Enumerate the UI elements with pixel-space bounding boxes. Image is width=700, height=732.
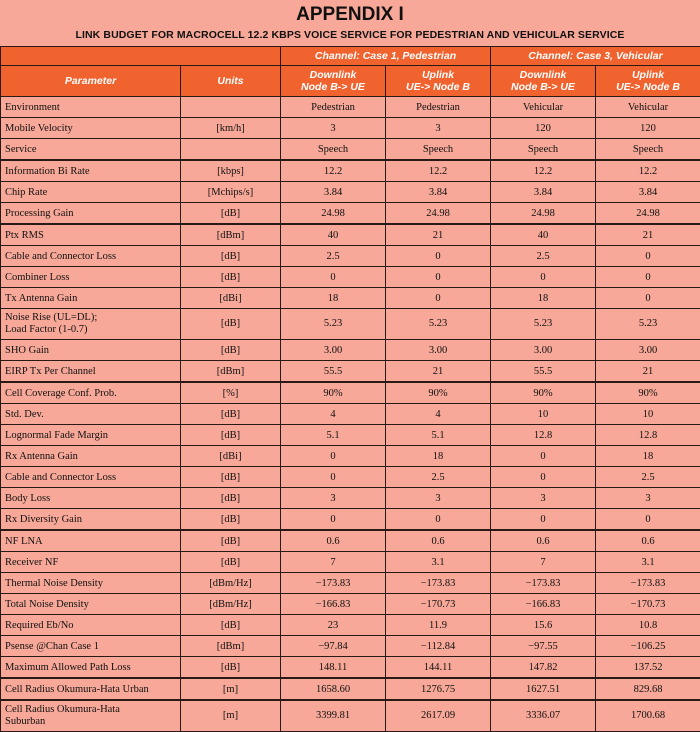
units-cell: [%] xyxy=(181,382,281,404)
units-cell: [dBi] xyxy=(181,446,281,467)
table-row xyxy=(1,139,700,161)
value-cell: 23 xyxy=(281,615,386,636)
parameter-label: Total Noise Density xyxy=(5,599,89,610)
header-line: Node B-> UE xyxy=(301,81,365,93)
value-cell: 3 xyxy=(281,118,386,139)
value-cell: 3.84 xyxy=(386,182,491,203)
value-cell: 3.84 xyxy=(596,182,700,203)
units-cell: [kbps] xyxy=(181,160,281,182)
value-cell: 2.5 xyxy=(281,246,386,267)
parameter-cell xyxy=(1,118,181,139)
parameter-label: SHO Gain xyxy=(5,345,49,356)
value-cell: 3 xyxy=(491,488,596,509)
value-cell: 1276.75 xyxy=(386,678,491,700)
table-row xyxy=(1,246,700,267)
units-cell: [dBm] xyxy=(181,224,281,246)
value-cell: 829.68 xyxy=(596,678,700,700)
table-row xyxy=(1,615,700,636)
parameter-cell xyxy=(1,636,181,657)
value-cell: 3.1 xyxy=(596,552,700,573)
units-cell: [m] xyxy=(181,678,281,700)
value-cell: 4 xyxy=(281,404,386,425)
value-cell: −166.83 xyxy=(491,594,596,615)
value-cell: 0 xyxy=(491,467,596,488)
column-header-units: Units xyxy=(181,66,281,97)
table-row xyxy=(1,425,700,446)
value-cell: Vehicular xyxy=(596,97,700,118)
parameter-label: Cable and Connector Loss xyxy=(5,472,116,483)
table-row xyxy=(1,594,700,615)
units-cell: [dB] xyxy=(181,509,281,531)
parameter-label: Cell Radius Okumura-Hata xyxy=(5,704,120,715)
value-cell: −173.83 xyxy=(386,573,491,594)
table-row xyxy=(1,530,700,552)
value-cell: 10.8 xyxy=(596,615,700,636)
value-cell: 24.98 xyxy=(491,203,596,225)
value-cell: 3336.07 xyxy=(491,700,596,732)
parameter-label: Receiver NF xyxy=(5,557,58,568)
value-cell: −97.55 xyxy=(491,636,596,657)
group-header-vehicular: Channel: Case 3, Vehicular xyxy=(491,47,700,66)
page-subtitle: LINK BUDGET FOR MACROCELL 12.2 KBPS VOICE SERVICE FOR PEDESTRIAN AND VEHICULAR SERVICE xyxy=(0,27,700,43)
header-line: UE-> Node B xyxy=(406,81,470,93)
value-cell: 120 xyxy=(491,118,596,139)
value-cell: 12.8 xyxy=(491,425,596,446)
column-header-case3-uplink xyxy=(596,66,700,97)
value-cell: 90% xyxy=(491,382,596,404)
parameter-cell xyxy=(1,246,181,267)
units-cell: [dB] xyxy=(181,530,281,552)
parameter-cell xyxy=(1,657,181,679)
parameter-label: Environment xyxy=(5,102,60,113)
table-row xyxy=(1,404,700,425)
value-cell: 0 xyxy=(281,267,386,288)
value-cell: 3.84 xyxy=(491,182,596,203)
table-row xyxy=(1,509,700,531)
table-row xyxy=(1,340,700,361)
units-cell: [dB] xyxy=(181,552,281,573)
parameter-label: Cable and Connector Loss xyxy=(5,251,116,262)
parameter-label: Cell Radius Okumura-Hata Urban xyxy=(5,684,149,695)
parameter-cell xyxy=(1,678,181,700)
table-row xyxy=(1,467,700,488)
parameter-cell xyxy=(1,700,181,732)
parameter-label: Noise Rise (UL=DL); xyxy=(5,312,97,323)
table-body xyxy=(1,97,700,732)
units-cell: [dB] xyxy=(181,615,281,636)
parameter-label: Std. Dev. xyxy=(5,409,44,420)
value-cell: 0 xyxy=(491,446,596,467)
parameter-label: Required Eb/No xyxy=(5,620,74,631)
value-cell: 18 xyxy=(596,446,700,467)
table-row xyxy=(1,488,700,509)
value-cell: 7 xyxy=(281,552,386,573)
parameter-cell xyxy=(1,97,181,118)
header-line: Node B-> UE xyxy=(511,81,575,93)
value-cell: 0 xyxy=(281,467,386,488)
value-cell: 2.5 xyxy=(386,467,491,488)
value-cell: 10 xyxy=(491,404,596,425)
value-cell: 3.00 xyxy=(596,340,700,361)
value-cell: −170.73 xyxy=(386,594,491,615)
value-cell: 5.23 xyxy=(281,309,386,340)
parameter-cell xyxy=(1,267,181,288)
value-cell: 21 xyxy=(386,224,491,246)
value-cell: 0 xyxy=(386,246,491,267)
value-cell: 3.00 xyxy=(386,340,491,361)
value-cell: 21 xyxy=(386,361,491,383)
parameter-label: Body Loss xyxy=(5,493,50,504)
parameter-cell xyxy=(1,467,181,488)
value-cell: 0 xyxy=(596,267,700,288)
value-cell: 0 xyxy=(386,288,491,309)
value-cell: −173.83 xyxy=(491,573,596,594)
units-cell: [dB] xyxy=(181,657,281,679)
value-cell: 5.1 xyxy=(386,425,491,446)
header-line: UE-> Node B xyxy=(616,81,680,93)
table-row xyxy=(1,224,700,246)
value-cell: 0 xyxy=(596,246,700,267)
value-cell: 0.6 xyxy=(491,530,596,552)
value-cell: 15.6 xyxy=(491,615,596,636)
value-cell: 0 xyxy=(281,509,386,531)
units-cell: [dB] xyxy=(181,267,281,288)
units-cell: [dB] xyxy=(181,467,281,488)
value-cell: Speech xyxy=(386,139,491,161)
parameter-cell xyxy=(1,182,181,203)
parameter-cell xyxy=(1,203,181,225)
parameter-cell xyxy=(1,361,181,383)
value-cell: 1658.60 xyxy=(281,678,386,700)
table-row xyxy=(1,573,700,594)
value-cell: 0.6 xyxy=(386,530,491,552)
parameter-label: Rx Diversity Gain xyxy=(5,514,82,525)
parameter-cell xyxy=(1,594,181,615)
value-cell: 18 xyxy=(386,446,491,467)
parameter-cell xyxy=(1,139,181,161)
parameter-cell xyxy=(1,224,181,246)
header-line: Uplink xyxy=(632,69,664,81)
units-cell xyxy=(181,97,281,118)
value-cell: Pedestrian xyxy=(386,97,491,118)
parameter-label: Processing Gain xyxy=(5,208,74,219)
value-cell: 0 xyxy=(491,509,596,531)
value-cell: 12.2 xyxy=(596,160,700,182)
parameter-cell xyxy=(1,425,181,446)
header-blank xyxy=(1,47,281,66)
value-cell: 3399.81 xyxy=(281,700,386,732)
value-cell: 2.5 xyxy=(491,246,596,267)
value-cell: Speech xyxy=(491,139,596,161)
title-block xyxy=(0,0,700,46)
value-cell: −112.84 xyxy=(386,636,491,657)
parameter-label: NF LNA xyxy=(5,536,43,547)
parameter-cell xyxy=(1,615,181,636)
table-row xyxy=(1,309,700,340)
parameter-label: Tx Antenna Gain xyxy=(5,293,77,304)
value-cell: 3 xyxy=(386,488,491,509)
parameter-label: Mobile Velocity xyxy=(5,123,73,134)
units-cell: [km/h] xyxy=(181,118,281,139)
value-cell: −173.83 xyxy=(281,573,386,594)
column-header-case1-downlink xyxy=(281,66,386,97)
value-cell: 120 xyxy=(596,118,700,139)
parameter-label: Service xyxy=(5,144,37,155)
parameter-cell xyxy=(1,160,181,182)
parameter-label: Lognormal Fade Margin xyxy=(5,430,108,441)
parameter-label: Combiner Loss xyxy=(5,272,69,283)
units-cell: [dBm] xyxy=(181,361,281,383)
table-row xyxy=(1,97,700,118)
value-cell: 90% xyxy=(281,382,386,404)
table-row xyxy=(1,361,700,383)
value-cell: Pedestrian xyxy=(281,97,386,118)
parameter-cell xyxy=(1,340,181,361)
value-cell: 90% xyxy=(386,382,491,404)
parameter-cell xyxy=(1,382,181,404)
value-cell: 2.5 xyxy=(596,467,700,488)
value-cell: 148.11 xyxy=(281,657,386,679)
value-cell: 12.2 xyxy=(386,160,491,182)
parameter-cell xyxy=(1,446,181,467)
units-cell xyxy=(181,139,281,161)
value-cell: −170.73 xyxy=(596,594,700,615)
value-cell: 3 xyxy=(386,118,491,139)
value-cell: 3.00 xyxy=(281,340,386,361)
parameter-cell xyxy=(1,552,181,573)
parameter-cell xyxy=(1,530,181,552)
value-cell: −173.83 xyxy=(596,573,700,594)
value-cell: 55.5 xyxy=(281,361,386,383)
value-cell: 21 xyxy=(596,224,700,246)
value-cell: 90% xyxy=(596,382,700,404)
column-header-parameter: Parameter xyxy=(1,66,181,97)
value-cell: 5.23 xyxy=(491,309,596,340)
value-cell: Speech xyxy=(596,139,700,161)
parameter-label: Thermal Noise Density xyxy=(5,578,103,589)
value-cell: 40 xyxy=(491,224,596,246)
table-row xyxy=(1,288,700,309)
units-cell: [dB] xyxy=(181,425,281,446)
parameter-cell xyxy=(1,573,181,594)
value-cell: 0 xyxy=(386,509,491,531)
parameter-label: Psense @Chan Case 1 xyxy=(5,641,99,652)
value-cell: 24.98 xyxy=(386,203,491,225)
units-cell: [dB] xyxy=(181,404,281,425)
units-cell: [m] xyxy=(181,700,281,732)
table-row xyxy=(1,700,700,732)
value-cell: 3.1 xyxy=(386,552,491,573)
value-cell: 5.1 xyxy=(281,425,386,446)
table-row xyxy=(1,160,700,182)
table-row xyxy=(1,118,700,139)
value-cell: 1627.51 xyxy=(491,678,596,700)
value-cell: 12.2 xyxy=(491,160,596,182)
value-cell: −166.83 xyxy=(281,594,386,615)
value-cell: Vehicular xyxy=(491,97,596,118)
page-title: APPENDIX I xyxy=(0,0,700,27)
value-cell: 0 xyxy=(491,267,596,288)
table-row xyxy=(1,636,700,657)
value-cell: 2617.09 xyxy=(386,700,491,732)
units-cell: [Mchips/s] xyxy=(181,182,281,203)
value-cell: 5.23 xyxy=(386,309,491,340)
column-header-case3-downlink xyxy=(491,66,596,97)
table-row xyxy=(1,552,700,573)
value-cell: −97.84 xyxy=(281,636,386,657)
value-cell: 0.6 xyxy=(596,530,700,552)
parameter-cell xyxy=(1,288,181,309)
link-budget-table xyxy=(0,46,700,732)
units-cell: [dB] xyxy=(181,340,281,361)
value-cell: 55.5 xyxy=(491,361,596,383)
units-cell: [dB] xyxy=(181,246,281,267)
header-line: Downlink xyxy=(310,69,357,81)
table-row xyxy=(1,182,700,203)
value-cell: 12.2 xyxy=(281,160,386,182)
value-cell: 0 xyxy=(386,267,491,288)
table-row xyxy=(1,267,700,288)
table-row xyxy=(1,678,700,700)
value-cell: 0 xyxy=(596,288,700,309)
value-cell: 4 xyxy=(386,404,491,425)
table-row xyxy=(1,657,700,679)
value-cell: 40 xyxy=(281,224,386,246)
parameter-label: Rx Antenna Gain xyxy=(5,451,78,462)
value-cell: 18 xyxy=(281,288,386,309)
parameter-label-line2: Suburban xyxy=(5,716,45,727)
value-cell: 147.82 xyxy=(491,657,596,679)
value-cell: 11.9 xyxy=(386,615,491,636)
units-cell: [dBm/Hz] xyxy=(181,594,281,615)
value-cell: 0 xyxy=(281,446,386,467)
units-cell: [dBm] xyxy=(181,636,281,657)
column-header-case1-uplink xyxy=(386,66,491,97)
table-row xyxy=(1,382,700,404)
header-line: Downlink xyxy=(520,69,567,81)
value-cell: 21 xyxy=(596,361,700,383)
parameter-label: Chip Rate xyxy=(5,187,47,198)
group-header-pedestrian: Channel: Case 1, Pedestrian xyxy=(281,47,491,66)
units-cell: [dB] xyxy=(181,203,281,225)
parameter-cell xyxy=(1,309,181,340)
units-cell: [dBi] xyxy=(181,288,281,309)
value-cell: 24.98 xyxy=(596,203,700,225)
table-row xyxy=(1,203,700,225)
value-cell: 3.00 xyxy=(491,340,596,361)
parameter-cell xyxy=(1,509,181,531)
value-cell: Speech xyxy=(281,139,386,161)
value-cell: 10 xyxy=(596,404,700,425)
value-cell: 3.84 xyxy=(281,182,386,203)
value-cell: 3 xyxy=(596,488,700,509)
value-cell: 137.52 xyxy=(596,657,700,679)
value-cell: 12.8 xyxy=(596,425,700,446)
value-cell: 18 xyxy=(491,288,596,309)
value-cell: 5.23 xyxy=(596,309,700,340)
value-cell: 0.6 xyxy=(281,530,386,552)
parameter-label-line2: Load Factor (1-0.7) xyxy=(5,324,88,335)
units-cell: [dBm/Hz] xyxy=(181,573,281,594)
units-cell: [dB] xyxy=(181,309,281,340)
header-line: Uplink xyxy=(422,69,454,81)
parameter-cell xyxy=(1,404,181,425)
value-cell: 24.98 xyxy=(281,203,386,225)
parameter-label: Ptx RMS xyxy=(5,230,44,241)
parameter-cell xyxy=(1,488,181,509)
table-row xyxy=(1,446,700,467)
value-cell: 1700.68 xyxy=(596,700,700,732)
value-cell: 0 xyxy=(596,509,700,531)
parameter-label: Maximum Allowed Path Loss xyxy=(5,662,131,673)
parameter-label: Cell Coverage Conf. Prob. xyxy=(5,388,117,399)
value-cell: 144.11 xyxy=(386,657,491,679)
units-cell: [dB] xyxy=(181,488,281,509)
parameter-label: Information Bi Rate xyxy=(5,166,90,177)
value-cell: 3 xyxy=(281,488,386,509)
value-cell: −106.25 xyxy=(596,636,700,657)
parameter-label: EIRP Tx Per Channel xyxy=(5,366,96,377)
value-cell: 7 xyxy=(491,552,596,573)
